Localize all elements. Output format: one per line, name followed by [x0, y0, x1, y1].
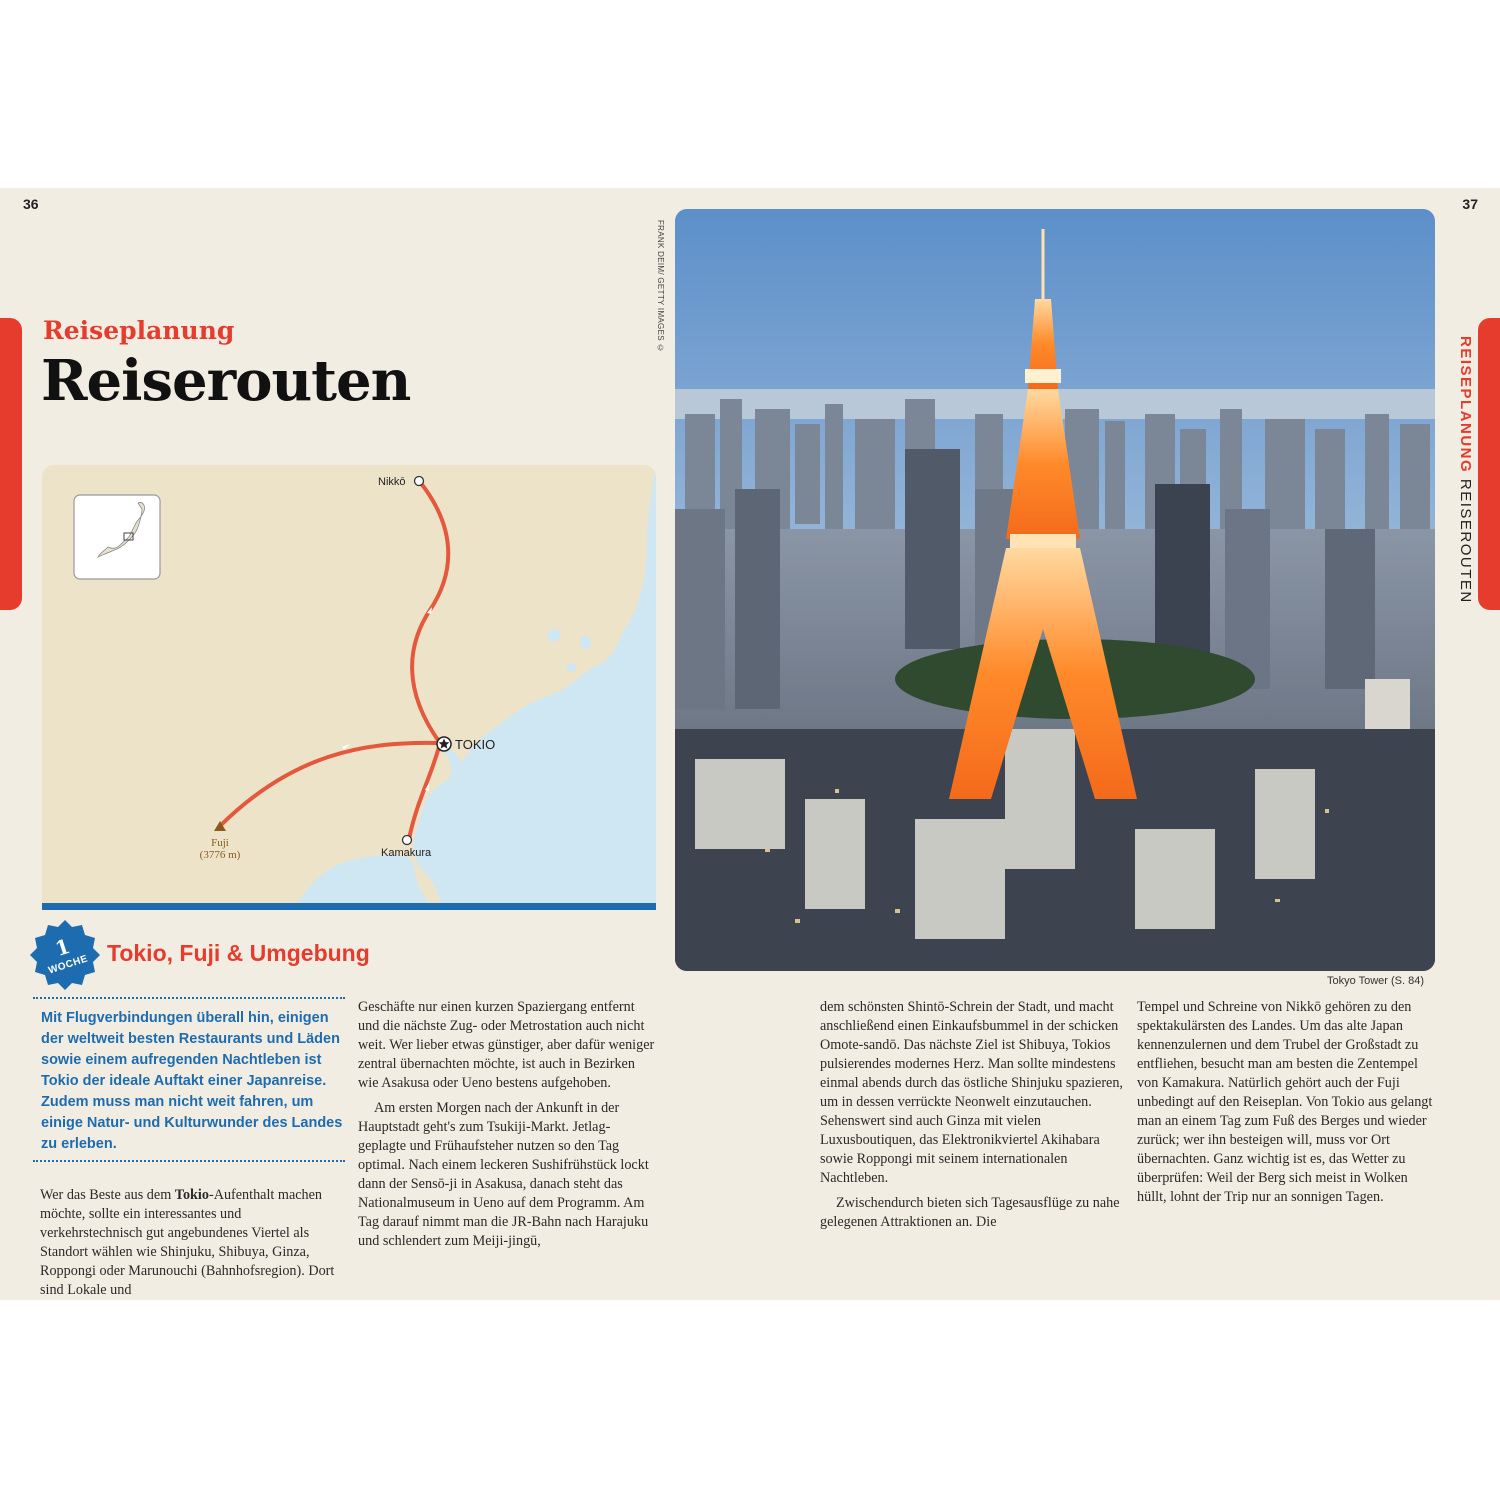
label-fuji: Fuji	[211, 837, 229, 849]
route-title: Tokio, Fuji & Umgebung	[107, 940, 370, 966]
text-run: Wer das Beste aus dem	[40, 1187, 175, 1203]
left-section-tab	[0, 318, 22, 610]
text-column-4	[1137, 998, 1437, 1207]
route-intro: Mit Flugverbindungen überall hin, einigen der weltweit besten Restaurants und Läden sowie einem aufregenden Nachtleben ist Tokio der ideale Auftakt einer Japanreise. Zudem muss man nicht weit fahren, um einige Natur- und Kulturwunder des Landes zu erleben.	[33, 997, 345, 1162]
duration-badge	[28, 918, 102, 992]
right-page-number: 37	[1462, 196, 1478, 212]
text-run: -Aufenthalt machen möchte, sollte ein interessantes und verkehrstechnisch gut angebundenes Viertel als Standort wählen wie Shinjuku, Shibuya, Ginza, Roppongi oder Marunouchi (Bahnhofsregion). Dort sind Lokale und	[40, 1187, 335, 1298]
page-title: Reiserouten	[41, 348, 411, 414]
route-map	[42, 465, 656, 910]
inset-map-frame	[74, 495, 160, 579]
book-spread	[0, 188, 1500, 1300]
label-tokio: TOKIO	[455, 737, 496, 752]
running-head-section: REISEPLANUNG	[1457, 336, 1474, 474]
nikko-marker	[415, 477, 424, 486]
right-section-tab	[1478, 318, 1500, 610]
paragraph: Zwischendurch bieten sich Tagesausflüge zu nahe gelegenen Attraktionen an. Die	[820, 1195, 1120, 1230]
tokyo-tower-photo	[675, 209, 1435, 971]
route-map-svg	[42, 465, 656, 910]
bold-place: Tokio	[174, 1187, 209, 1203]
section-kicker: Reiseplanung	[43, 316, 235, 345]
label-nikko: Nikkō	[378, 476, 406, 488]
running-head	[1457, 336, 1474, 604]
running-head-chapter: REISEROUTEN	[1457, 478, 1474, 604]
paragraph: Geschäfte nur einen kurzen Spaziergang entfernt und die nächste Zug- oder Metrostation auch nicht weit. Wer lieber etwas günstiger, aber dafür weniger zentral übernachten möchte, ist auch in Bezirken wie Asakusa oder Ueno bestens aufgehoben.	[358, 999, 655, 1091]
text-column-2	[358, 998, 658, 1251]
paragraph: Am ersten Morgen nach der Ankunft in der Hauptstadt geht's zum Tsukiji-Markt. Jetlag-geplagte und Frühaufsteher nutzen so den Tag optimal. Nach einem leckeren Sushifrühstück lockt dann der Sensō-ji in Asakusa, danach steht das Nationalmuseum in Ueno auf dem Programm. Am Tag darauf nimmt man die JR-Bahn nach Harajuku und schlendert zum Meiji-jingū,	[358, 1100, 649, 1249]
photo-caption: Tokyo Tower (S. 84)	[1326, 975, 1424, 987]
text-column-3	[820, 998, 1125, 1232]
badge-unit: WOCHE	[47, 953, 90, 977]
photo-credit: FRANK DEIM/ GETTY IMAGES ©	[656, 220, 665, 353]
paragraph	[40, 1186, 340, 1300]
badge-number: 1	[52, 933, 73, 961]
text-column-1	[40, 1186, 340, 1300]
tokyo-tower-photo-svg	[675, 209, 1435, 971]
paragraph: dem schönsten Shintō-Schrein der Stadt, und macht anschließend einen Einkaufsbummel in der schicken Omote-sandō. Das nächste Ziel ist Shibuya, Tokios pulsierendes modernes Herz. Man sollte mindestens einmal abends durch das östliche Shinjuku spazieren, um in dessen verrückte Neonwelt einzutauchen. Sehenswert sind auch Ginza mit vielen Luxusboutiquen, das Elektronikviertel Akihabara sowie Roppongi mit seinem internationalen Nachtleben.	[820, 999, 1123, 1186]
label-fuji-height: (3776 m)	[199, 849, 241, 861]
map-bottom-rule	[42, 903, 656, 910]
kamakura-marker	[403, 836, 412, 845]
paragraph: Tempel und Schreine von Nikkō gehören zu den spektakulärsten des Landes. Um das alte Japan kennenzulernen und dem Trubel der Großstadt zu entfliehen, besucht man am besten die Zentempel von Kamakura. Natürlich gehört auch der Fuji unbedingt auf den Reiseplan. Von Tokio aus gelangt man an einem Tag zum Fuß des Berges und wieder zurück; wer ihn besteigen will, muss vor Ort übernachten. Ganz wichtig ist es, das Wetter zu überprüfen: Weil der Berg sich meist in Wolken hüllt, lohnt der Trip nur an sonnigen Tagen.	[1137, 999, 1433, 1205]
label-kamakura: Kamakura	[381, 847, 432, 859]
left-page-number: 36	[23, 196, 39, 212]
